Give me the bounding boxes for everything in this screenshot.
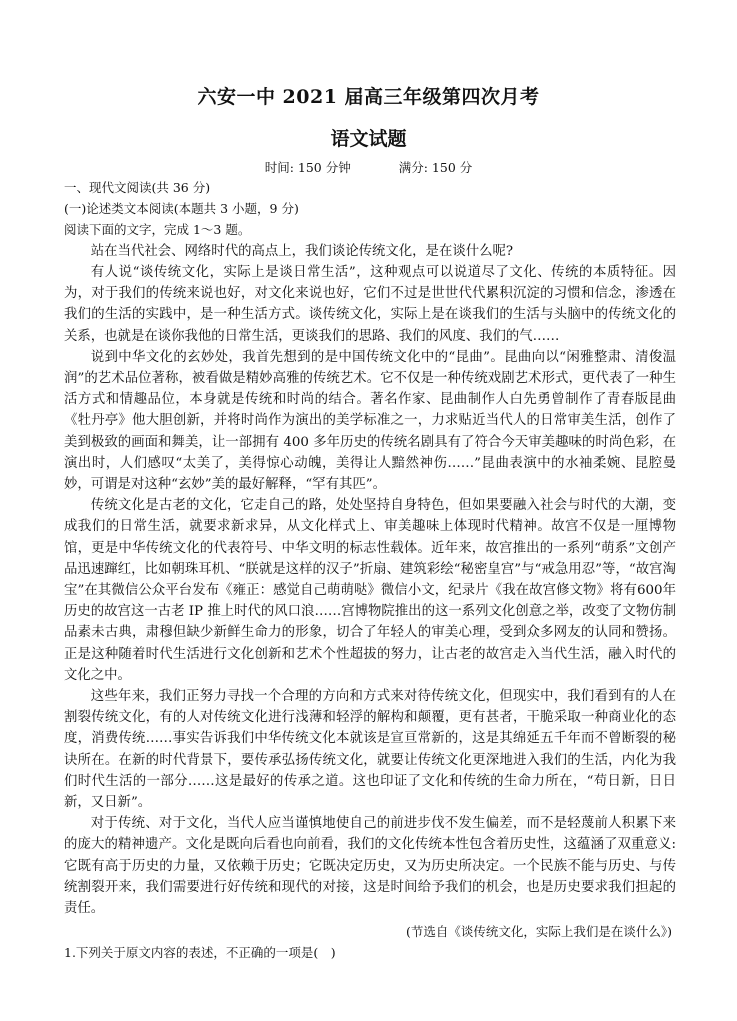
question-1: 1.下列关于原文内容的表述，不正确的一项是( ) [64,945,336,961]
paragraph-2: 有人说“谈传统文化，实际上是谈日常生活”，这种观点可以说道尽了文化、传统的本质特征。因为，对于我们的传统来说也好，对文化来说也好，它们不过是世世代代累积沉淀的习惯和信念，渗透在我们的生活的实践中，是一种生活方式。谈传统文化，实际上是在谈我们的生活与头脑中的传统文化的关系，也就是在谈你我他的日常生活，更谈我们的思路、我们的风度、我们的气…… [64,264,676,344]
exam-meta [0,158,737,176]
exam-body [64,178,676,963]
exam-subtitle: 语文试题 [330,128,407,150]
reading-instruction: 阅读下面的文字，完成 1～3 题。 [64,221,251,237]
subsection-heading: (一)论述类文本阅读(本题共 3 小题，9 分) [64,200,299,216]
exam-time: 时间: 150 分钟 [264,160,351,175]
paragraph-3: 说到中华文化的玄妙处，我首先想到的是中国传统文化中的“昆曲”。昆曲向以“闲雅整肃、清俊温润”的艺术品位著称，被看做是精妙高雅的传统艺术。它不仅是一种传统戏剧艺术形式，更代表了一种生活方式和情趣品位，本身就是传统和时尚的结合。著名作家、昆曲制作人白先勇曾制作了青春版昆曲《牡丹亭》他大胆创新，并将时尚作为演出的美学标准之一，力求贴近当代人的日常审美生活，创作了美到极致的画面和舞美，让一部拥有 400 多年历史的传统名剧具有了符合今天审美趣味的时尚色彩，在演出时，人们感叹“太美了，美得惊心动魄，美得让人黯然神伤……”昆曲表演中的水袖柔婉、昆腔曼妙，可谓是对这种“玄妙”美的最好解释，“罕有其匹”。 [64,349,676,492]
paragraph-5: 这些年来，我们正努力寻找一个合理的方向和方式来对待传统文化，但现实中，我们看到有的人在割裂传统文化，有的人对传统文化进行浅薄和轻浮的解构和颠覆，更有甚者，干脆采取一种商业化的态度，消费传统……事实告诉我们中华传统文化本就该是宣亘常新的，这是其绵延五千年而不曾断裂的秘诀所在。在新的时代背景下，要传承弘扬传统文化，就要让传统文化更深地进入我们的生活，内化为我们时代生活的一部分……这是最好的传承之道。这也印证了文化和传统的生命力所在，“苟日新，日日新，又日新”。 [64,688,676,810]
section-heading: 一、现代文阅读(共 36 分) [64,180,211,195]
paragraph-4: 传统文化是古老的文化，它走自己的路，处处坚持自身特色，但如果要融入社会与时代的大潮，变成我们的日常生活，就要求新求异，从文化样式上、审美趣味上体现时代精神。故宫不仅是一厘博物馆，更是中华传统文化的代表符号、中华文明的标志性载体。近年来，故宫推出的一系列“萌系”文创产品迅速蹿红，比如朝珠耳机、“朕就是这样的汉子”折扇、建筑彩绘“秘密皇宫”与“戒急用忍”等，“故宫淘宝”在其微信公众平台发布《雍正：感觉自己萌萌哒》微信小文，纪录片《我在故宫修文物》将有600年历史的故宫这一古老 IP 推上时代的风口浪……宫博物院推出的这一系列文化创意之举，改变了文物仿制品素未古典，肃穆但缺少新鲜生命力的形象，切合了年轻人的审美心理，受到众多网友的认同和赞扬。正是这种随着时代生活进行文化创新和艺术个性超拔的努力，让古老的故宫走入当代生活，融入时代的文化之中。 [64,498,676,683]
paragraph-1: 站在当代社会、网络时代的高点上，我们谈论传统文化，是在谈什么呢? [90,243,514,259]
source-citation: (节选自《谈传统文化，实际上我们是在谈什么》) [405,924,672,940]
exam-title: 六安一中 2021 届高三年级第四次月考 [197,86,540,108]
paragraph-6: 对于传统、对于文化，当代人应当谨慎地使自己的前进步伐不发生偏差，而不是轻蔑前人积累下来的庞大的精神遗产。文化是既向后看也向前看，我们的文化传统本性包含着历史性，这蕴涵了双重意义:它既有高于历史的力量，又依赖于历史；它既决定历史，又为历史所决定。一个民族不能与历史、与传统割裂开来，我们需要进行好传统和现代的对接，这是时间给予我们的机会，也是历史要求我们担起的责任。 [64,816,676,917]
exam-score: 满分: 150 分 [398,160,473,175]
